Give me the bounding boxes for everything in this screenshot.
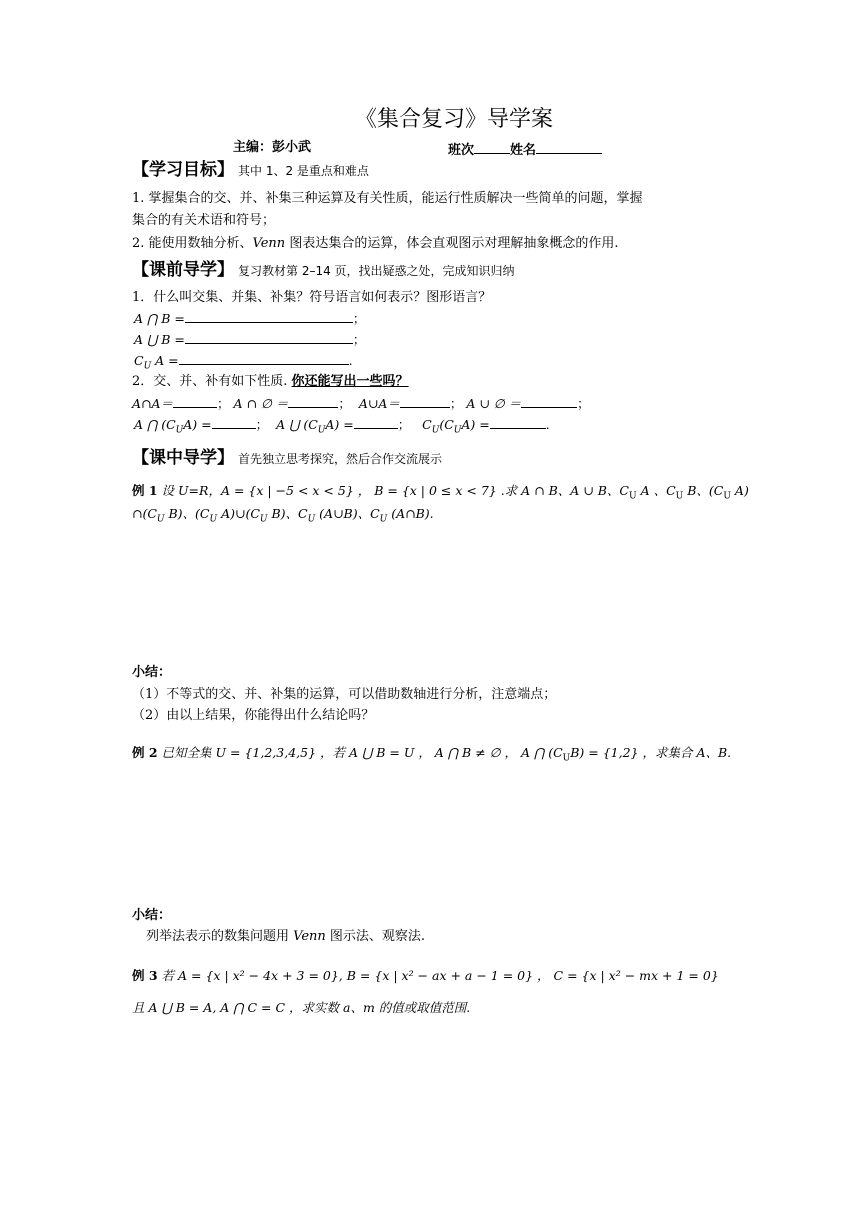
prop-4-blank[interactable] xyxy=(521,395,577,408)
example-2-label: 例 2 xyxy=(132,745,158,760)
formula-union-label: A ⋃ B = xyxy=(134,332,185,347)
sub-u: U xyxy=(629,491,637,502)
objectives-note: 其中 1、2 是重点和难点 xyxy=(238,164,369,178)
prop-double-complement: C xyxy=(422,417,432,432)
prop-5-tail: A) = xyxy=(183,417,212,432)
objectives-heading-row xyxy=(132,160,369,181)
inclass-note: 首先独立思考探究，然后合作交流展示 xyxy=(238,452,443,466)
intersection-blank[interactable] xyxy=(185,310,353,323)
sub-u: U xyxy=(453,425,462,436)
properties-row-1: A∩A＝ ； A ∩ ∅ ＝ ； A∪A＝ ； A ∪ ∅ ＝ ； xyxy=(132,396,590,411)
page-title: 《集合复习》导学案 xyxy=(355,107,554,132)
objective-line-1: 1. 掌握集合的交、并、补集三种运算及有关性质，能运行性质解决一些简单的问题，掌握 xyxy=(132,191,643,206)
objective-3-text-a: 2. 能使用数轴分析、 xyxy=(132,236,253,251)
objective-line-2: 集合的有关术语和符号； xyxy=(132,213,276,228)
example-3-label: 例 3 xyxy=(132,968,158,983)
formula-union xyxy=(134,331,365,348)
sub-u: U xyxy=(723,491,731,502)
formula-complement xyxy=(134,352,353,373)
sub-u: U xyxy=(307,514,316,525)
complement-tail: A = xyxy=(151,353,179,368)
complement-blank[interactable] xyxy=(179,352,349,365)
ex1-tail3: A) xyxy=(730,483,749,498)
sub-u: U xyxy=(675,491,684,502)
class-blank[interactable] xyxy=(474,140,510,154)
example-2-text: 已知全集 U = {1,2,3,4,5} ，若 A ⋃ B = U ， A ⋂ B ≠ ∅ ， A ⋂ (C xyxy=(161,745,563,760)
prop-a-cup-complement: A ⋃ (C xyxy=(276,417,318,432)
sub-u: U xyxy=(156,514,165,525)
ex1-l2-d: B)、C xyxy=(267,506,308,521)
semicolon: ； xyxy=(352,332,366,347)
sum2-b: 图示法、观察法. xyxy=(325,929,426,944)
sub-u: U xyxy=(379,514,388,525)
formula-intersection xyxy=(134,310,365,327)
sub-u: U xyxy=(317,425,326,436)
example-1-text: 设 U=R，A = {x | −5 < x < 5} ， B = {x | 0 ≤ x < 7} .求 A ∩ B、A ∪ B、C xyxy=(161,483,629,498)
ex1-l2-a: ∩(C xyxy=(132,506,157,521)
example-2-text-b: B) = {1,2} ，求集合 A、B. xyxy=(570,745,732,760)
question-2-text: 2．交、并、补有如下性质. xyxy=(132,374,288,389)
sub-u: U xyxy=(209,514,218,525)
question-2-emphasis: 你还能写出一些吗？ xyxy=(291,374,409,389)
example-2 xyxy=(132,745,731,765)
example-1-line-1 xyxy=(132,483,749,503)
example-3-text: 若 A = {x | x² − 4x + 3 = 0}, B = {x | x² − ax + a − 1 = 0} ， C = {x | x² − mx + 1 = 0} xyxy=(161,968,719,983)
sub-u: U xyxy=(175,425,184,436)
prop-7-blank[interactable] xyxy=(490,416,546,429)
example-1-line-2 xyxy=(132,506,434,526)
summary-1-item-1: （1）不等式的交、并、补集的运算，可以借助数轴进行分析，注意端点； xyxy=(132,687,557,702)
objective-3-text-b: 图表达集合的运算，体会直观图示对理解抽象概念的作用. xyxy=(285,236,619,251)
inclass-heading: 【课中导学】 xyxy=(132,448,234,468)
sub-u: U xyxy=(431,425,440,436)
example-3-line-2: 且 A ⋃ B = A, A ⋂ C = C ，求实数 a、m 的值或取值范围. xyxy=(132,1000,471,1015)
ex1-l2-f: (A∩B). xyxy=(387,506,434,521)
semicolon: ； xyxy=(352,311,366,326)
inclass-heading-row xyxy=(132,448,442,469)
class-name-line xyxy=(448,140,602,159)
editor-line xyxy=(233,140,311,156)
preclass-question-2 xyxy=(132,374,409,390)
prop-6-blank[interactable] xyxy=(354,416,398,429)
summary-2-label: 小结： xyxy=(132,908,172,923)
ex1-l2-b: B)、(C xyxy=(164,506,210,521)
complement-c: C xyxy=(134,353,144,368)
editor-name: 主编：彭小武 xyxy=(233,140,312,155)
union-blank[interactable] xyxy=(185,331,353,344)
complement-sub-u: U xyxy=(143,361,152,372)
name-label: 姓名 xyxy=(510,143,537,158)
properties-row-2: A ⋂ $(C_UA)$ = ； A ⋃ $(C_UA)$ = ； $C_U(C_UA)$ = . xyxy=(134,417,550,436)
prop-a-cap-a: A∩A＝ xyxy=(132,396,174,411)
ex1-tail2: B、(C xyxy=(683,483,724,498)
summary-1-item-2: （2）由以上结果，你能得出什么结论吗？ xyxy=(132,708,375,723)
preclass-question-1: 1．什么叫交集、并集、补集？符号语言如何表示？图形语言？ xyxy=(132,290,492,305)
class-label: 班次 xyxy=(448,143,475,158)
prop-a-cup-a: A∪A＝ xyxy=(358,396,400,411)
example-3-line-1 xyxy=(132,968,719,984)
prop-1-blank[interactable] xyxy=(173,395,217,408)
ex1-tail: A 、C xyxy=(636,483,676,498)
period: . xyxy=(348,353,353,368)
summary-1-label: 小结： xyxy=(132,665,172,680)
prop-2-blank[interactable] xyxy=(288,395,338,408)
prop-3-blank[interactable] xyxy=(400,395,450,408)
prop-7-tail: A) = xyxy=(461,417,490,432)
summary-2-text xyxy=(146,929,425,945)
prop-a-cap-complement: A ⋂ (C xyxy=(134,417,176,432)
preclass-note: 复习教材第 2–14 页，找出疑惑之处，完成知识归纳 xyxy=(238,264,515,278)
formula-intersection-label: A ⋂ B = xyxy=(134,311,185,326)
name-blank[interactable] xyxy=(536,140,602,154)
prop-5-blank[interactable] xyxy=(212,416,256,429)
sum2-a: 列举法表示的数集问题用 xyxy=(146,929,294,944)
prop-6-tail: A) = xyxy=(325,417,354,432)
example-1-label: 例 1 xyxy=(132,483,158,498)
sub-u: U xyxy=(562,753,571,764)
ex1-l2-c: A)∪(C xyxy=(217,506,260,521)
objectives-heading: 【学习目标】 xyxy=(132,160,234,180)
ex1-l2-e: (A∪B)、C xyxy=(315,506,380,521)
objective-line-3 xyxy=(132,236,618,252)
prop-a-cup-empty: A ∪ ∅ ＝ xyxy=(466,396,522,411)
sub-u: U xyxy=(259,514,268,525)
preclass-heading: 【课前导学】 xyxy=(132,260,234,280)
prop-7-mid: (C xyxy=(439,417,454,432)
objective-3-venn: Venn xyxy=(252,236,286,251)
preclass-heading-row xyxy=(132,260,515,281)
sum2-venn: Venn xyxy=(293,929,326,944)
prop-a-cap-empty: A ∩ ∅ ＝ xyxy=(233,396,289,411)
